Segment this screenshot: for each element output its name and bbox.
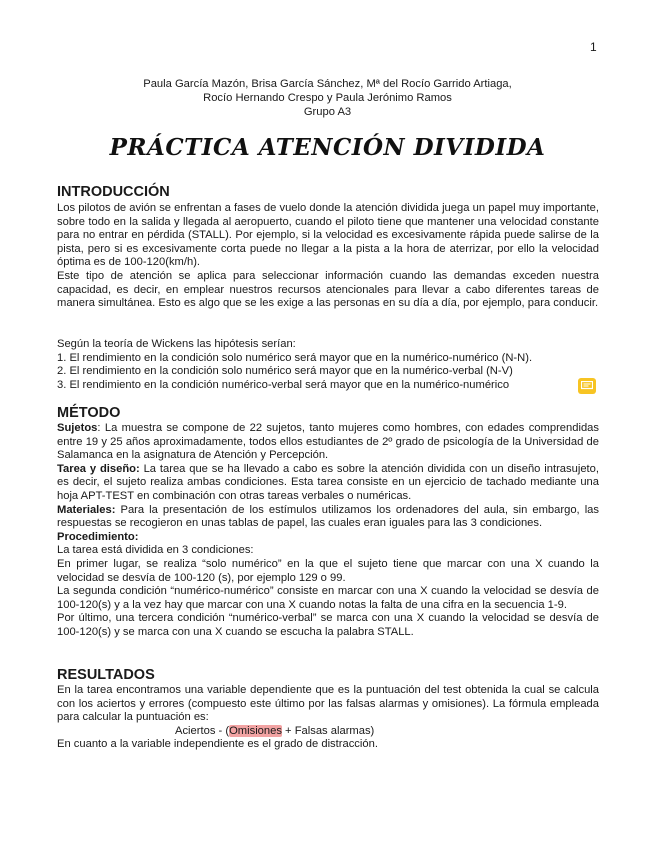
intro-heading: INTRODUCCIÓN <box>57 184 170 200</box>
subjects-label: Sujetos <box>57 422 98 434</box>
hypothesis-3: 3. El rendimiento en la condición numérico-verbal será mayor que en la numérico-numérico <box>57 378 510 391</box>
authors-line-2: Rocío Hernando Crespo y Paula Jerónimo Ramos <box>203 92 452 104</box>
results-section <box>57 684 599 752</box>
method-heading: MÉTODO <box>57 405 121 421</box>
hypothesis-1: 1. El rendimiento en la condición solo numérico será mayor que en la numérico-numérico (N-N). <box>57 351 533 364</box>
intro-paragraph-2: Este tipo de atención se aplica para seleccionar información cuando las demandas exceden nuestra capacidad, es decir, en emplear nuestros recursos atencionales para llevar a cabo diferentes tareas de manera simultánea. Esto es algo que se les exige a las personas en su día a día, por ejemplo, para conducir. <box>57 269 599 310</box>
intro-paragraph-1: Los pilotos de avión se enfrentan a fases de vuelo donde la atención dividida juega un papel muy importante, sobre todo en la salida y llegada al aeropuerto, cuando el piloto tiene que mantener una velocidad constante para no entrar en pérdida (STALL). Por ejemplo, si la velocidad es excesivamente rápida puede salirse de la pista, pero si es excesivamente corta puede no llegar a la pista a la hora de aterrizar, por ello la velocidad óptima es de 100-120(km/h). <box>57 202 599 269</box>
procedure-condition-1: En primer lugar, se realiza “solo numérico” en la que el sujeto tiene que marcar con una X cuando la velocidad se desvía de 100-120 (s), por ejemplo 129 o 99. <box>57 557 599 584</box>
procedure-condition-2: La segunda condición “numérico-numérico” consiste en marcar con una X cuando la velocidad se desvía de 100-120(s) y a la vez hay que marcar con una X cuando notas la falta de una cifra en la secuencia 1-9. <box>57 585 599 611</box>
page-number: 1 <box>590 40 597 54</box>
authors <box>0 77 655 119</box>
omisiones-highlight[interactable]: Omisiones <box>229 724 282 737</box>
results-paragraph-2: En cuanto a la variable independiente es el grado de distracción. <box>57 738 378 751</box>
comment-glyph-icon <box>581 381 593 391</box>
procedure-condition-3: Por último, una tercera condición “numérico-verbal” se marca con una X cuando la velocidad se desvía de 100-120(s) y se marca con una X cuando se escucha la palabra STALL. <box>57 612 599 638</box>
authors-line-1: Paula García Mazón, Brisa García Sánchez, Mª del Rocío Garrido Artiaga, <box>143 78 512 90</box>
intro-section <box>57 202 599 311</box>
materials-paragraph <box>57 504 599 531</box>
score-formula: Aciertos - (Omisiones + Falsas alarmas) <box>175 724 375 737</box>
authors-line-3: Grupo A3 <box>303 106 352 118</box>
hypotheses-intro: Según la teoría de Wickens las hipótesis serían: <box>57 338 296 350</box>
task-paragraph <box>57 463 599 504</box>
materials-text: Para la presentación de los estímulos utilizamos los ordenadores del aula, sin embargo, las respuestas se recogieron en unas tablas de papel, las cuales eran iguales para las 3 condiciones. <box>57 503 599 530</box>
subjects-text: : La muestra se compone de 22 sujetos, tanto mujeres como hombres, con edades comprendidas entre 19 y 25 años aproximadamente, todos ellos estudiantes de 2º grado de psicología de la Universidad de Salamanca en la asignatura de Atención y Percepción. <box>57 422 599 462</box>
subjects-paragraph <box>57 422 599 463</box>
hypothesis-2: 2. El rendimiento en la condición solo numérico será mayor que en la numérico-verbal (N-V) <box>57 365 513 378</box>
task-label: Tarea y diseño: <box>57 462 140 475</box>
materials-label: Materiales: <box>57 503 116 516</box>
results-heading: RESULTADOS <box>57 667 155 683</box>
comment-icon[interactable] <box>578 378 596 394</box>
task-text: La tarea que se ha llevado a cabo es sobre la atención dividida con un diseño intrasujeto, es decir, el sujeto realiza ambas condiciones. Esta tarea consiste en un ejercicio de tachado mediante una hoja APT-TEST en combinación con otras tareas verbales o numéricas. <box>57 462 599 502</box>
results-paragraph-1: En la tarea encontramos una variable dependiente que es la puntuación del test obtenida la cual se calcula con los aciertos y errores (compuesto este último por las falsas alarmas y omisiones). La fórmula empleada para calcular la puntuación es: <box>57 684 599 724</box>
hypotheses <box>57 338 599 392</box>
method-section <box>57 422 599 640</box>
document-title: PRÁCTICA ATENCIÓN DIVIDIDA <box>109 134 546 161</box>
procedure-label: Procedimiento: <box>57 530 139 543</box>
procedure-intro: La tarea está dividida en 3 condiciones: <box>57 544 254 557</box>
